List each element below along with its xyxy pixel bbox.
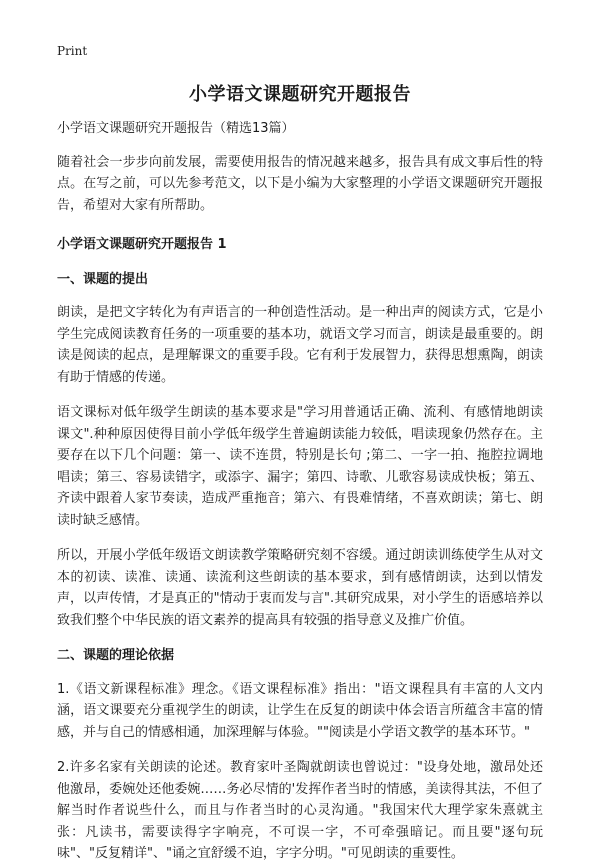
print-link[interactable]: Print xyxy=(57,44,88,58)
paragraph-3: 所以，开展小学低年级语文朗读教学策略研究刻不容缓。通过朗读训练使学生从对文本的初读、读准、读通、读流利这些朗读的基本要求，到有感情朗读，达到以情发声，以声传情，才是真正的"情动于衷而发与言".其研究成果，对小学生的语感培养以致我们整个中华民族的语文素养的提高具有较强的指导意义及推广价值。 xyxy=(57,548,543,628)
paragraph-4: 1.《语文新课程标准》理念。《语文课程标准》指出："语文课程具有丰富的人文内涵，语文课要充分重视学生的朗读，让学生在反复的朗读中体会语言所蕴含丰富的情感，并与自己的情感相通，加深理解与体验。""阅读是小学语文教学的基本环节。" xyxy=(57,681,543,740)
paragraph-1: 朗读，是把文字转化为有声语言的一种创造性活动。是一种出声的阅读方式，它是小学生完成阅读教育任务的一项重要的基本功，就语文学习而言，朗读是最重要的。朗读是阅读的起点，是理解课文的重要手段。它有利于发展智力，获得思想熏陶，朗读有助于情感的传递。 xyxy=(57,305,543,385)
page-title: 小学语文课题研究开题报告 xyxy=(189,84,411,105)
section-title: 小学语文课题研究开题报告 1 xyxy=(57,237,227,252)
article-body xyxy=(57,118,543,865)
paragraph-5: 2.许多名家有关朗读的论述。教育家叶圣陶就朗读也曾说过："设身处地，激昂处还他激昂，委婉处还他委婉……务必尽情的'发挥作者当时的情感，美读得其法，不但了解当时作者说些什么，而且与作者当时的心灵沟通。"我国宋代大理学家朱熹就主张：凡读书，需要读得字字响亮，不可误一字，不可牵强暗记。而且要"逐句玩味"、"反复精详"、"诵之宜舒缓不迫，字字分明。"可见朗读的重要性。 xyxy=(57,760,543,861)
article-subtitle: 小学语文课题研究开题报告（精选13篇） xyxy=(57,121,295,136)
paragraph-2: 语文课标对低年级学生朗读的基本要求是"学习用普通话正确、流利、有感情地朗读课文".种种原因使得目前小学低年级学生普遍朗读能力较低，唱读现象仍然存在。主要存在以下几个问题：第一、读不连贯，特别是长句 ;第二、一字一拍、拖腔拉调地唱读；第三、容易读错字，或添字、漏字；第四、诗歌、儿歌容易读成快板；第五、齐读中跟着人家节奏读，造成严重拖音；第六、有畏难情绪，不喜欢朗读；第七、朗读时缺乏感情。 xyxy=(57,405,543,528)
intro-paragraph: 随着社会一步步向前发展，需要使用报告的情况越来越多，报告具有成文事后性的特点。在写之前，可以先参考范文，以下是小编为大家整理的小学语文课题研究开题报告，希望对大家有所帮助。 xyxy=(57,154,543,213)
heading-problem-statement: 一、课题的提出 xyxy=(57,271,149,287)
heading-theoretical-basis: 二、课题的理论依据 xyxy=(57,648,175,663)
